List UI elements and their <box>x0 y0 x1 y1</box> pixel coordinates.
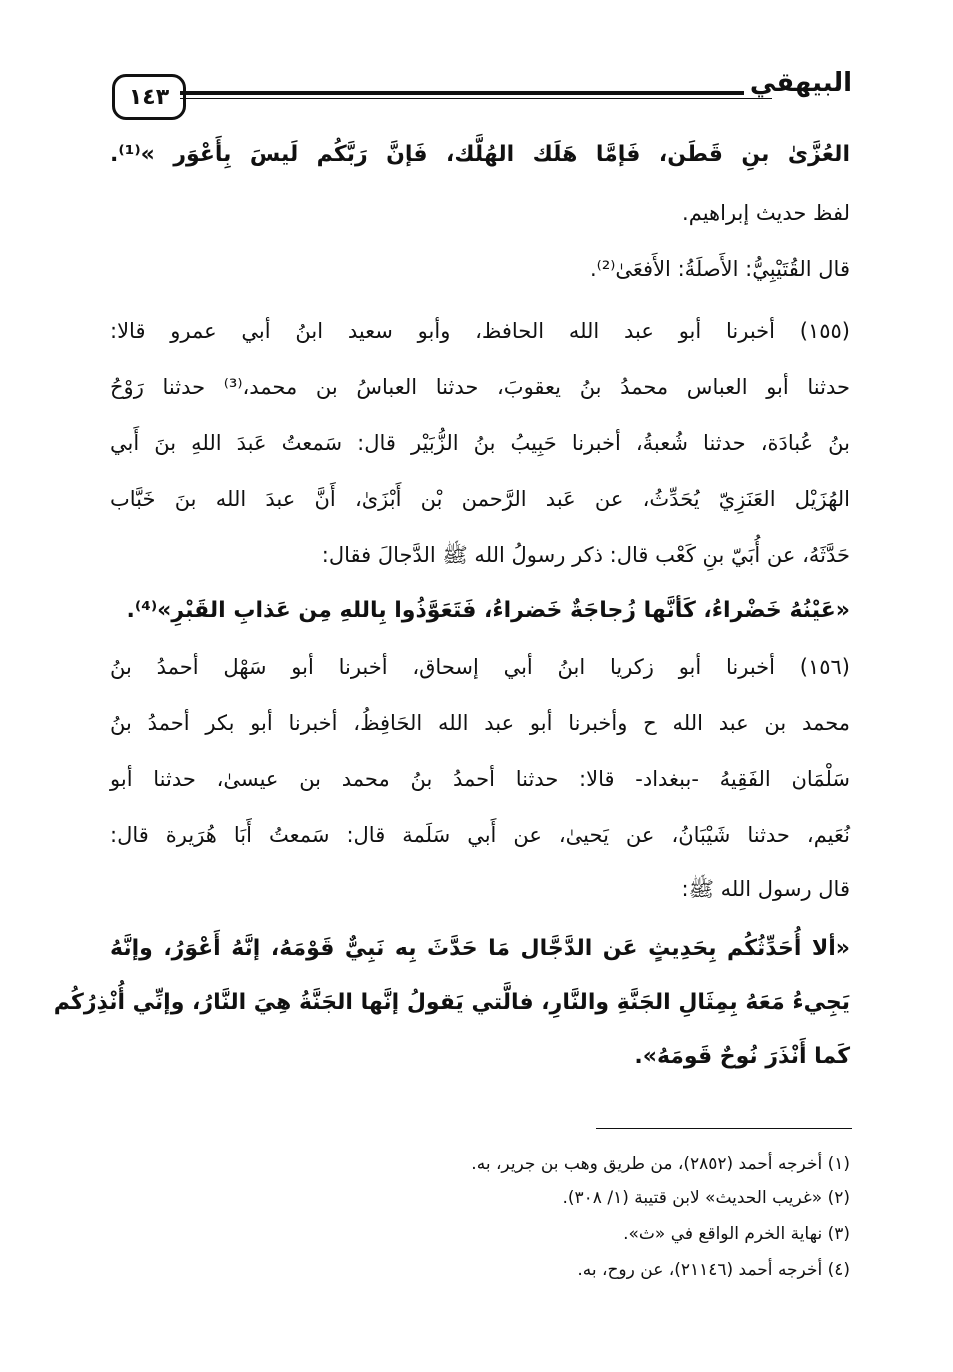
text-line: لفظ حديث إبراهيم. <box>682 201 850 225</box>
hadith-text: يَجِيءُ مَعَهُ بِمِثَالِ الجَنَّةِ والنَّارِ، فالَّتي يَقولُ إنَّها الجَنَّةُ هِيَ النَّارُ، وإنِّي أُنْذِرُكُم <box>53 990 850 1015</box>
page-header <box>112 68 852 128</box>
text-line: قال رسول الله ﷺ: <box>681 877 850 901</box>
footnote: (٤) أخرجه أحمد (٢١١٤٦)، عن روح، به. <box>577 1260 850 1280</box>
text-line: حدثنا أبو العباس محمدُ بنُ يعقوبَ، حدثنا العباسُ بن محمد،⁽³⁾ حدثنا رَوْحُ <box>110 375 850 399</box>
header-rule-thin <box>180 98 772 99</box>
footnote: (٢) «غريب الحديث» لابن قتيبة (١/ ٣٠٨). <box>562 1188 850 1208</box>
header-rule <box>180 91 772 95</box>
hadith-text: «عَيْنُهُ خَضْراءُ، كَأنَّها زُجاجَةٌ خَضراءُ، فَتَعَوَّذُوا بِاللهِ مِن عَذابِ القَبْرِ»⁽⁴⁾. <box>126 598 850 623</box>
text-line: قال القُتَيْبِيُّ: الأَصلَةُ: الأَفعَىٰ⁽²⁾. <box>589 257 850 281</box>
text-line: نُعَيم، حدثنا شَيْبَانُ، عن يَحيىٰ، عن أَبي سَلَمة قال: سَمعتُ أَبَا هُرَيرة قال: <box>110 823 850 847</box>
text-line: العُزَّىٰ بنِ قَطَن، فَإمَّا هَلَك الهُلَّك، فَإنَّ رَبَّكُم لَيسَ بِأَعْوَر »⁽¹⁾. <box>110 142 850 167</box>
text-line: (١٥٥) أخبرنا أبو عبد الله الحافظ، وأبو سعيد ابنُ أبي عمرو قالا: <box>110 319 850 343</box>
hadith-text: كَما أَنْذَرَ نُوحٌ قَومَهُ». <box>634 1044 850 1069</box>
text-line: سَلْمَان الفَقِيهُ -ببغداد- قالا: حدثنا أحمدُ بنُ محمد بن عيسىٰ، حدثنا أبو <box>110 767 850 791</box>
footnote-separator <box>596 1128 852 1129</box>
text-line: محمد بن عبد الله ح وأخبرنا أبو عبد الله الحَافِظُ، أخبرنا أبو بكر أحمدُ بنُ <box>110 711 850 735</box>
footnote: (١) أخرجه أحمد (٢٨٥٢)، من طريق وهب بن جرير، به. <box>471 1154 850 1174</box>
hadith-text: «ألا أُحَدِّثُكُم بِحَدِيثٍ عَن الدَّجَّال مَا حَدَّثَ بِه نَبِيٌّ قَوْمَهُ، إنَّهُ أَعْوَرُ، وإنَّهُ <box>110 936 850 961</box>
text-line: حَدَّثَهُ، عن أُبَيّ بنِ كَعْب قال: ذكر رسولُ الله ﷺ الدَّجالَ فقال: <box>321 543 850 567</box>
footnote: (٣) نهاية الخرم الواقع في «ث». <box>623 1224 850 1244</box>
running-head: البيهقي <box>744 68 852 98</box>
text-line: (١٥٦) أخبرنا أبو زكريا ابنُ أبي إسحاق، أخبرنا أبو سَهْل أحمدُ بنُ <box>110 655 850 679</box>
text-line: الهُزَيْل العَنَزِيّ يُحَدِّثُ، عن عَبد الرَّحمن بْن أَبْزَىٰ، أَنَّ عبدَ الله بنَ خَبَّاب <box>110 487 850 511</box>
text-line: بنُ عُبادَة، حدثنا شُعبةُ، أخبرنا حَبِيبُ بنُ الزُّبَيْر قال: سَمعتُ عَبدَ اللهِ بنَ أَبي <box>110 431 850 455</box>
page-number: ١٤٣ <box>112 74 186 120</box>
